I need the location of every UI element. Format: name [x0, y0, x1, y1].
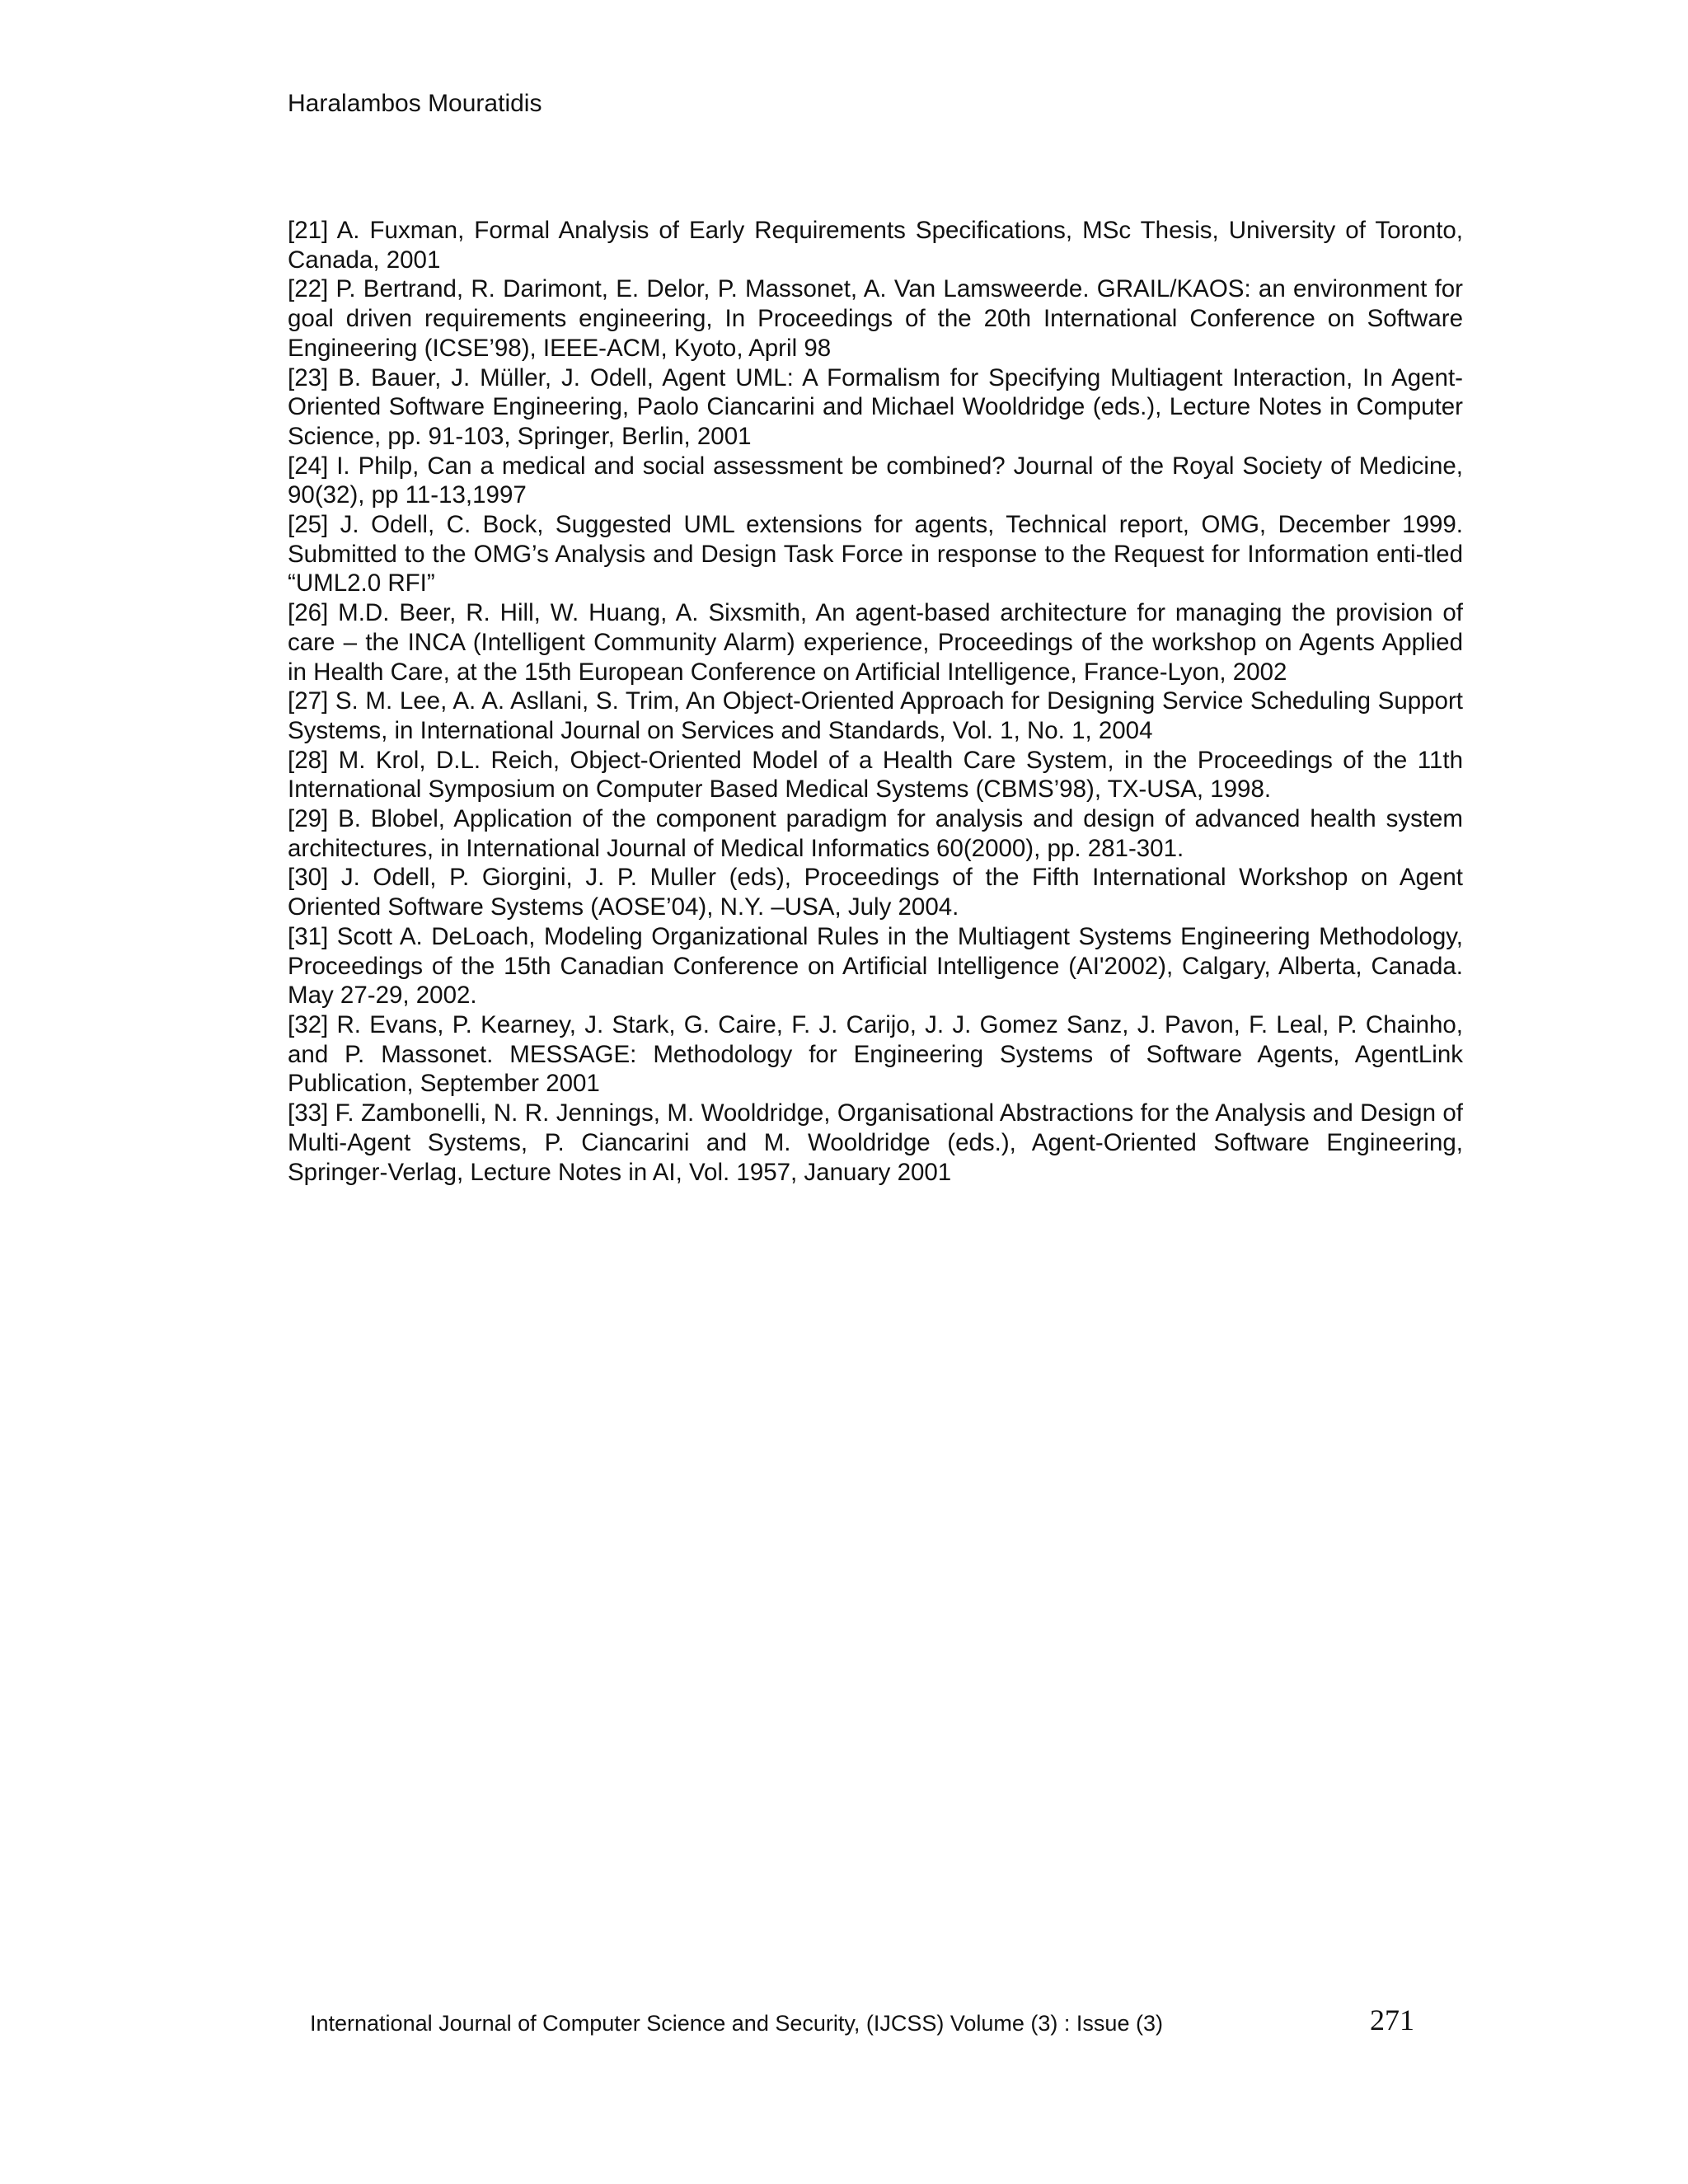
running-header-author: Haralambos Mouratidis: [288, 90, 542, 117]
reference-item: [30] J. Odell, P. Giorgini, J. P. Muller (eds), Proceedings of the Fifth International Workshop on Agent Oriented Software Systems (AOSE’04), N.Y. –USA, July 2004.: [288, 864, 1463, 921]
reference-item: [26] M.D. Beer, R. Hill, W. Huang, A. Sixsmith, An agent-based architecture for managing the provision of care – the INCA (Intelligent Community Alarm) experience, Proceedings of the workshop on Agents Applied in Health Care, at the 15th European Conference on Artificial Intelligence, France-Lyon, 2002: [288, 599, 1463, 686]
footer-journal-citation: International Journal of Computer Science and Security, (IJCSS) Volume (3) : Issue (3): [310, 2011, 1163, 2036]
reference-item: [21] A. Fuxman, Formal Analysis of Early Requirements Specifications, MSc Thesis, University of Toronto, Canada, 2001: [288, 217, 1463, 274]
reference-item: [24] I. Philp, Can a medical and social assessment be combined? Journal of the Royal Society of Medicine, 90(32), pp 11-13,1997: [288, 452, 1463, 509]
reference-list: [288, 216, 1463, 1187]
reference-item: [23] B. Bauer, J. Müller, J. Odell, Agent UML: A Formalism for Specifying Multiagent Interaction, In Agent-Oriented Software Engineering, Paolo Ciancarini and Michael Wooldridge (eds.), Lecture Notes in Computer Science, pp. 91-103, Springer, Berlin, 2001: [288, 363, 1463, 450]
reference-item: [28] M. Krol, D.L. Reich, Object-Oriented Model of a Health Care System, in the Proceedings of the 11th International Symposium on Computer Based Medical Systems (CBMS’98), TX-USA, 1998.: [288, 746, 1463, 804]
reference-item: [33] F. Zambonelli, N. R. Jennings, M. Wooldridge, Organisational Abstractions for the Analysis and Design of Multi-Agent Systems, P. Ciancarini and M. Wooldridge (eds.), Agent-Oriented Software Engineering, Springer-Verlag, Lecture Notes in AI, Vol. 1957, January 2001: [288, 1099, 1463, 1186]
reference-item: [27] S. M. Lee, A. A. Asllani, S. Trim, An Object-Oriented Approach for Designing Service Scheduling Support Systems, in International Journal on Services and Standards, Vol. 1, No. 1, 2004: [288, 687, 1463, 744]
reference-item: [25] J. Odell, C. Bock, Suggested UML extensions for agents, Technical report, OMG, December 1999. Submitted to the OMG’s Analysis and Design Task Force in response to the Request for Information enti-tled “UML2.0 RFI”: [288, 511, 1463, 598]
reference-item: [22] P. Bertrand, R. Darimont, E. Delor, P. Massonet, A. Van Lamsweerde. GRAIL/KAOS: an environment for goal driven requirements engineering, In Proceedings of the 20th International Conference on Software Engineering (ICSE’98), IEEE-ACM, Kyoto, April 98: [288, 275, 1463, 362]
reference-item: [31] Scott A. DeLoach, Modeling Organizational Rules in the Multiagent Systems Engineering Methodology, Proceedings of the 15th Canadian Conference on Artificial Intelligence (AI'2002), Calgary, Alberta, Canada. May 27-29, 2002.: [288, 922, 1463, 1010]
reference-item: [32] R. Evans, P. Kearney, J. Stark, G. Caire, F. J. Carijo, J. J. Gomez Sanz, J. Pavon, F. Leal, P. Chainho, and P. Massonet. MESSAGE: Methodology for Engineering Systems of Software Agents, AgentLink Publication, September 2001: [288, 1010, 1463, 1098]
page-number: 271: [1370, 2004, 1414, 2036]
reference-item: [29] B. Blobel, Application of the component paradigm for analysis and design of advanced health system architectures, in International Journal of Medical Informatics 60(2000), pp. 281-301.: [288, 805, 1463, 862]
